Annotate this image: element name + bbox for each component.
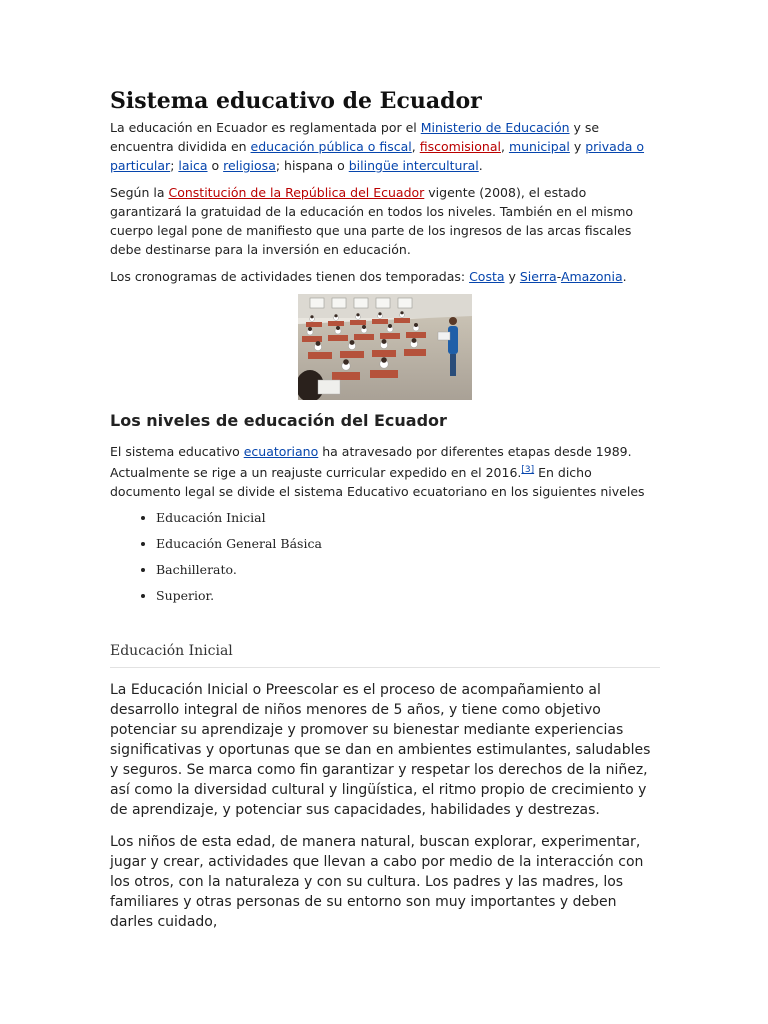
- text-run: Según la: [110, 185, 169, 200]
- reference-link[interactable]: [3]: [521, 465, 535, 475]
- text-run: El sistema educativo: [110, 444, 244, 459]
- text-run: ,: [411, 139, 420, 154]
- text-run: vigente (2008), el estado garantizará la gratuidad de la educación en todos los niveles. También en el mismo cuerpo legal pone de manifiesto que una parte de los ingresos de las arcas fiscales debe destinarse para la inversión en educación.: [110, 185, 634, 257]
- inicial-paragraph-1: La Educación Inicial o Preescolar es el proceso de acompañamiento al desarrollo integral de niños menores de 5 años, y tiene como objetivo potenciar su aprendizaje y promover su bienestar mediante experiencias significativas y oportunas que se dan en ambientes estimulantes, saludables y seguros. Se marca como fin garantizar y respetar los derechos de la niñez, así como la diversidad cultural y lingüística, el ritmo propio de crecimiento y de aprendizaje, y potenciar sus capacidades, habilidades y destrezas.: [110, 682, 651, 819]
- link-ministerio-educacion[interactable]: Ministerio de Educación: [420, 120, 570, 135]
- text-run: ;: [170, 158, 179, 173]
- schedule-paragraph: [110, 267, 660, 286]
- figure: [110, 294, 660, 400]
- text-run: o: [207, 158, 224, 173]
- link-constitucion[interactable]: Constitución de la República del Ecuador: [168, 185, 425, 200]
- page-title: Sistema educativo de Ecuador: [110, 88, 482, 114]
- text-run: .: [622, 269, 627, 284]
- section-heading: Los niveles de educación del Ecuador: [110, 411, 447, 430]
- text-run: En dicho documento legal se divide el sistema Educativo ecuatoriano en los siguientes niveles: [110, 465, 645, 500]
- list-item: • Bachillerato.: [156, 561, 660, 587]
- text-run: ; hispana o: [275, 158, 349, 173]
- text-run: y se encuentra dividida en: [110, 120, 600, 154]
- text-run: ha atravesado por diferentes etapas desde 1989. Actualmente se rige a un reajuste curricular expedido en el 2016.: [110, 444, 632, 481]
- text-run: y: [569, 139, 586, 154]
- text-run: La educación en Ecuador es reglamentada por el: [110, 120, 421, 135]
- link-amazonia[interactable]: Amazonia: [560, 269, 623, 284]
- text-run: -: [556, 269, 561, 284]
- link-municipal[interactable]: municipal: [508, 139, 570, 154]
- link-privada-particular[interactable]: privada o particular: [110, 139, 645, 173]
- constitution-paragraph: [110, 183, 660, 259]
- link-religiosa[interactable]: religiosa: [223, 158, 276, 173]
- text-run: Los cronogramas de actividades tienen dos temporadas:: [110, 269, 470, 284]
- article-body: [110, 86, 660, 932]
- subsection-heading: Educación Inicial: [110, 641, 660, 668]
- list-item: • Superior.: [156, 587, 660, 613]
- levels-intro-paragraph: [110, 442, 660, 501]
- link-sierra[interactable]: Sierra: [519, 269, 557, 284]
- text-run: ,: [500, 139, 509, 154]
- list-item: • Educación General Básica: [156, 535, 660, 561]
- link-educacion-publica[interactable]: educación pública o fiscal: [250, 139, 412, 154]
- text-run: .: [478, 158, 483, 173]
- link-bilingue-intercultural[interactable]: bilingüe intercultural: [348, 158, 479, 173]
- list-item: • Educación Inicial: [156, 509, 660, 535]
- levels-list: [110, 509, 660, 613]
- text-run: y: [504, 269, 520, 284]
- link-costa[interactable]: Costa: [469, 269, 505, 284]
- link-fiscomisional[interactable]: fiscomisional: [419, 139, 501, 154]
- classroom-photo: [298, 294, 472, 400]
- link-laica[interactable]: laica: [178, 158, 208, 173]
- intro-paragraph: [110, 118, 660, 175]
- inicial-paragraph-2: Los niños de esta edad, de manera natural, buscan explorar, experimentar, jugar y crear, actividades que llevan a cabo por medio de la interacción con los otros, con la naturaleza y con su cultura. Los padres y las madres, los familiares y otras personas de su entorno son muy importantes y deben darles cuidado,: [110, 834, 644, 931]
- link-ecuatoriano[interactable]: ecuatoriano: [243, 444, 319, 459]
